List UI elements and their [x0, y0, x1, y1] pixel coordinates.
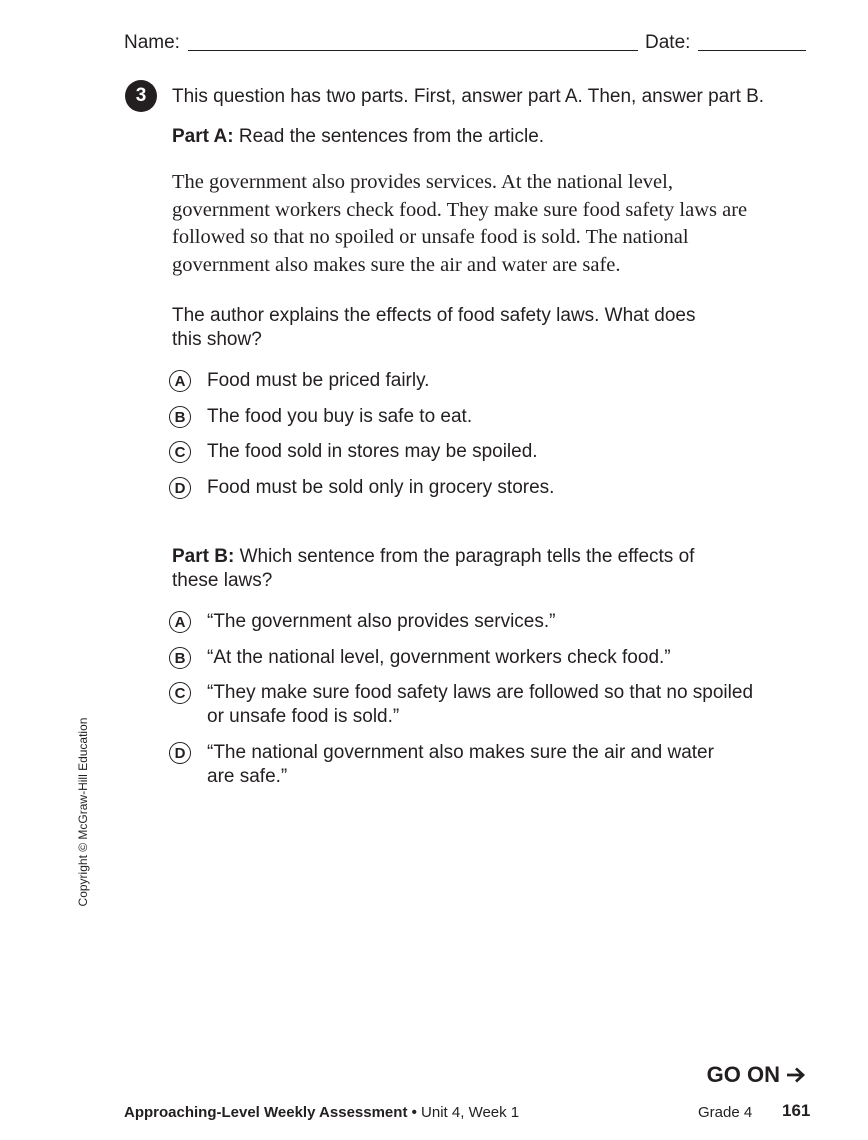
part-b-choice-a[interactable]: [169, 610, 797, 634]
part-a-choice-b[interactable]: [169, 405, 797, 429]
part-b-choice-d[interactable]: [169, 741, 797, 789]
question-number-badge: 3: [125, 80, 157, 112]
choice-text-line: are safe.”: [207, 766, 288, 787]
part-a-choice-c[interactable]: [169, 440, 797, 464]
footer-title: Approaching-Level Weekly Assessment: [124, 1104, 408, 1121]
choice-text-line: or unsafe food is sold.”: [207, 706, 400, 727]
choice-text-line: “The government also provides services.”: [207, 611, 556, 632]
choice-text: Food must be sold only in grocery stores.: [207, 477, 555, 498]
footer-unit-week: Unit 4, Week 1: [421, 1104, 520, 1121]
page-number: 161: [782, 1101, 811, 1120]
choice-text: [207, 741, 797, 789]
part-a-instruction: Read the sentences from the article.: [238, 126, 545, 147]
answer-bubble[interactable]: A: [169, 611, 191, 633]
copyright-notice: Copyright © McGraw-Hill Education: [76, 717, 90, 907]
part-a-label: Part A:: [172, 126, 234, 147]
passage-line: The government also provides services. At the national level,: [172, 171, 673, 193]
part-a-choice-a[interactable]: [169, 369, 797, 393]
go-on-label: GO ON: [706, 1062, 780, 1087]
choice-text: [207, 681, 797, 729]
answer-bubble[interactable]: B: [169, 406, 191, 428]
question-intro: This question has two parts. First, answer part A. Then, answer part B.: [172, 86, 765, 107]
part-b-prompt-line: [172, 545, 694, 569]
passage-line: followed so that no spoiled or unsafe food is sold. The national: [172, 226, 689, 248]
answer-bubble[interactable]: C: [169, 682, 191, 704]
part-a-prompt-line: The author explains the effects of food safety laws. What does: [172, 305, 696, 326]
part-b-label: Part B:: [172, 546, 235, 567]
answer-bubble[interactable]: B: [169, 647, 191, 669]
part-a-heading: [172, 125, 544, 149]
part-b-prompt-line: these laws?: [172, 570, 273, 591]
answer-bubble[interactable]: C: [169, 441, 191, 463]
footer-separator: •: [411, 1104, 417, 1121]
choice-text: The food you buy is safe to eat.: [207, 406, 473, 427]
part-b-choice-b[interactable]: [169, 646, 797, 670]
date-field[interactable]: [698, 50, 806, 51]
answer-bubble[interactable]: D: [169, 477, 191, 499]
part-a-prompt-line: this show?: [172, 329, 262, 350]
date-label: Date:: [645, 32, 691, 53]
choice-text: Food must be priced fairly.: [207, 370, 430, 391]
part-b-prompt-text: Which sentence from the paragraph tells the effects of: [239, 546, 695, 567]
passage-line: government workers check food. They make sure food safety laws are: [172, 198, 748, 221]
choice-text: [207, 646, 797, 670]
name-field[interactable]: [188, 50, 638, 51]
choice-text-line: “At the national level, government workers check food.”: [207, 647, 671, 668]
answer-bubble[interactable]: A: [169, 370, 191, 392]
passage: [172, 169, 747, 279]
footer-grade: Grade 4: [698, 1104, 753, 1121]
choice-text-line: “They make sure food safety laws are followed so that no spoiled: [207, 682, 754, 703]
footer-assessment: [124, 1103, 519, 1123]
choice-text: The food sold in stores may be spoiled.: [207, 441, 538, 462]
answer-bubble[interactable]: D: [169, 742, 191, 764]
part-a-choice-d[interactable]: [169, 476, 797, 500]
passage-line: government also makes sure the air and water are safe.: [172, 253, 621, 276]
part-b-prompt: [172, 545, 694, 593]
choice-text: [207, 610, 797, 634]
name-label: Name:: [124, 32, 180, 53]
part-a-prompt: [172, 304, 696, 352]
part-b-choice-c[interactable]: [169, 681, 797, 729]
arrow-right-icon: [786, 1067, 806, 1083]
go-on-indicator: [707, 1062, 806, 1088]
choice-text-line: “The national government also makes sure the air and water: [207, 742, 714, 763]
